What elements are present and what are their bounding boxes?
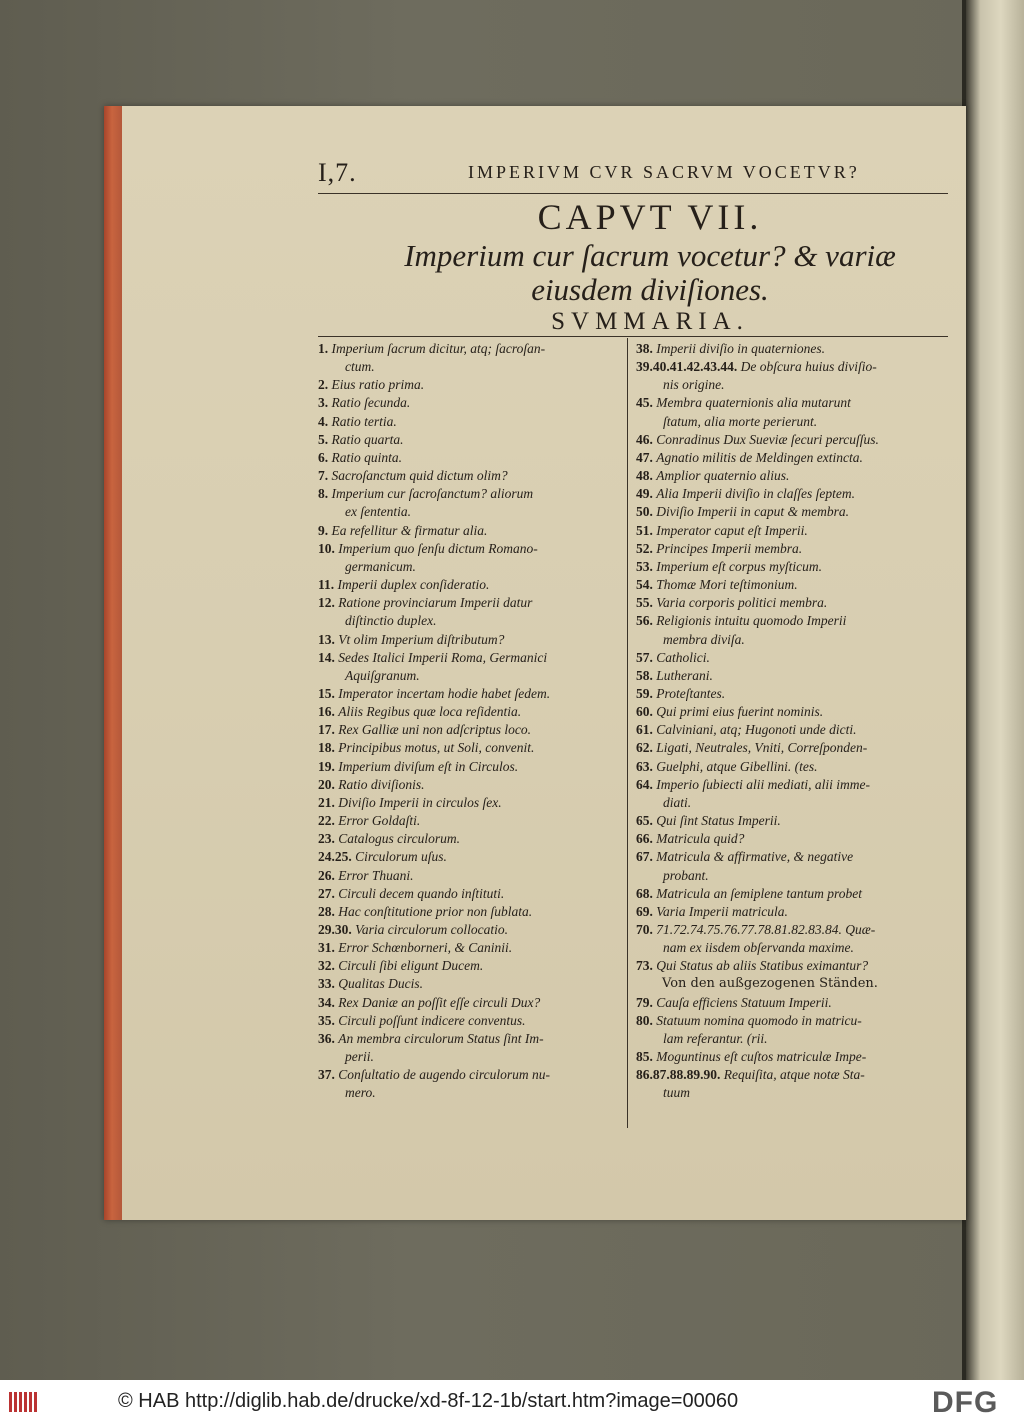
summary-entry — [318, 594, 624, 612]
entry-text: Calviniani, atq; Hugonoti unde dicti. — [656, 722, 857, 738]
summary-entry — [318, 1012, 624, 1030]
summary-entry — [636, 358, 950, 376]
entry-text: Circuli poſſunt indicere conventus. — [338, 1012, 526, 1028]
summary-entry — [636, 975, 950, 993]
entry-text: Lutherani. — [656, 667, 713, 683]
entry-text: Imperator caput eſt Imperii. — [656, 522, 808, 538]
entry-text: Matricula quid? — [656, 831, 745, 847]
summary-entry — [318, 903, 624, 921]
entry-number: 63. — [636, 758, 657, 774]
summary-entry — [318, 794, 624, 812]
summary-entry — [636, 394, 950, 412]
entry-text: Qualitas Ducis. — [338, 976, 424, 992]
summary-entry — [318, 758, 624, 776]
dfg-logo: DFG — [932, 1386, 999, 1419]
summary-entry — [636, 1030, 950, 1048]
summary-entry — [636, 703, 950, 721]
summary-entry — [318, 503, 624, 521]
entry-text: Religionis intuitu quomodo Imperii — [656, 613, 847, 629]
summary-entry — [636, 957, 950, 975]
entry-text: Conſultatio de augendo circulorum nu- — [338, 1067, 550, 1083]
summary-entry — [318, 885, 624, 903]
summary-entry — [636, 721, 950, 739]
entry-text: diati. — [636, 794, 692, 810]
entry-number: 26. — [318, 867, 339, 883]
entry-text: Imperii duplex conſideratio. — [337, 577, 490, 593]
entry-number: 69. — [636, 903, 657, 919]
summary-entry — [318, 631, 624, 649]
summary-entry — [636, 758, 950, 776]
entry-text: Imperium quo ſenſu dictum Romano- — [338, 540, 538, 556]
entry-text: Agnatio militis de Meldingen extincta. — [656, 449, 863, 465]
entry-text: Proteſtantes. — [656, 685, 726, 701]
entry-number: 66. — [636, 831, 657, 847]
summary-entry — [318, 431, 624, 449]
entry-number: 2. — [318, 377, 332, 393]
summary-entry — [636, 413, 950, 431]
summary-entry — [636, 1066, 950, 1084]
folio: I,7. — [318, 158, 357, 187]
summary-entry — [636, 558, 950, 576]
entry-number: 16. — [318, 704, 339, 720]
entry-text: probant. — [636, 867, 709, 883]
entry-text: Error Goldaſti. — [338, 813, 421, 829]
entry-number: 11. — [318, 577, 338, 593]
entry-number: 20. — [318, 776, 339, 792]
summary-entry — [636, 612, 950, 630]
summary-entry — [318, 522, 624, 540]
entry-text: Von den außgezogenen Ständen. — [636, 976, 878, 992]
entry-number: 64. — [636, 776, 657, 792]
entry-number: 48. — [636, 468, 657, 484]
entry-text: Imperium eſt corpus myſticum. — [656, 558, 822, 574]
summary-entry — [636, 522, 950, 540]
summary-entry — [318, 1048, 624, 1066]
entry-text: Qui primi eius fuerint nominis. — [656, 704, 824, 720]
entry-number: 51. — [636, 522, 657, 538]
entry-text: De obſcura huius diviſio- — [740, 359, 877, 375]
entry-number: 38. — [636, 341, 657, 356]
entry-text: Ea refellitur & firmatur alia. — [331, 522, 488, 538]
entry-number: 7. — [318, 468, 332, 484]
summary-entry — [318, 358, 624, 376]
summary-entry — [636, 485, 950, 503]
entry-number: 62. — [636, 740, 657, 756]
summary-entry — [636, 1012, 950, 1030]
entry-text: Rex Daniæ an poſſit eſſe circuli Dux? — [338, 994, 541, 1010]
column-divider — [627, 338, 628, 1128]
entry-text: Matricula an ſemiplene tantum probet — [656, 885, 862, 901]
library-logo-icon — [8, 1390, 40, 1414]
summary-entry — [318, 576, 624, 594]
entry-number: 10. — [318, 540, 339, 556]
entry-text: Imperium diviſum eſt in Circulos. — [338, 758, 519, 774]
entry-text: Error Thuani. — [338, 867, 414, 883]
summary-entry — [636, 340, 950, 358]
entry-number: 28. — [318, 903, 339, 919]
summary-entry — [636, 830, 950, 848]
entry-text: Vt olim Imperium diſtributum? — [338, 631, 505, 647]
entry-text: Sedes Italici Imperii Roma, Germanici — [338, 649, 548, 665]
entry-number: 67. — [636, 849, 657, 865]
header-rule — [318, 193, 948, 194]
entry-text: Ligati, Neutrales, Vniti, Correſponden- — [656, 740, 868, 756]
entry-number: 33. — [318, 976, 339, 992]
entry-text: Guelphi, atque Gibellini. (tes. — [656, 758, 818, 774]
summary-entry — [318, 812, 624, 830]
entry-number: 46. — [636, 431, 657, 447]
summary-entry — [636, 776, 950, 794]
entry-text: Varia Imperii matricula. — [656, 903, 788, 919]
summary-entry — [318, 376, 624, 394]
entry-text: ex ſententia. — [318, 504, 411, 520]
entry-text: Diviſio Imperii in circulos ſex. — [338, 794, 502, 810]
entry-text: Ratio ſecunda. — [331, 395, 411, 411]
summary-entry — [636, 867, 950, 885]
summary-entry — [318, 540, 624, 558]
entry-number: 36. — [318, 1030, 339, 1046]
page-red-edge — [104, 106, 122, 1220]
footer-bar — [0, 1380, 1024, 1424]
entry-text: membra diviſa. — [636, 631, 745, 647]
running-head — [318, 158, 948, 192]
summary-entry — [318, 830, 624, 848]
summary-entry — [318, 848, 624, 866]
summary-entry — [318, 467, 624, 485]
summary-entry — [636, 685, 950, 703]
entry-text: Qui Status ab aliis Statibus eximantur? — [656, 958, 869, 974]
entry-text: Rex Galliæ uni non adſcriptus loco. — [338, 722, 531, 738]
entry-text: ſtatum, alia morte perierunt. — [636, 413, 818, 429]
entry-number: 21. — [318, 794, 339, 810]
entry-number: 56. — [636, 613, 657, 629]
entry-number: 6. — [318, 449, 332, 465]
summary-entry — [636, 540, 950, 558]
entry-text: Moguntinus eſt cuſtos matriculæ Impe- — [656, 1049, 867, 1065]
entry-text: Membra quaternionis alia mutarunt — [656, 395, 851, 411]
summaria-heading: SVMMARIA. — [551, 308, 749, 335]
entry-text: perii. — [318, 1049, 374, 1065]
entry-number: 54. — [636, 577, 657, 593]
entry-number: 55. — [636, 595, 657, 611]
entry-text: ctum. — [318, 359, 375, 375]
entry-number: 86.87.88.89.90. — [636, 1067, 724, 1083]
entry-number: 45. — [636, 395, 657, 411]
entry-text: Imperium cur ſacroſanctum? aliorum — [331, 486, 534, 502]
entry-text: Principibus motus, ut Soli, convenit. — [338, 740, 535, 756]
summary-entry — [318, 449, 624, 467]
summary-entry — [636, 994, 950, 1012]
entry-text: Varia circulorum collocatio. — [355, 922, 508, 937]
entry-number: 32. — [318, 958, 339, 974]
summary-entry — [636, 812, 950, 830]
entry-text: Circuli ſibi eligunt Ducem. — [338, 958, 484, 974]
summary-entry — [318, 413, 624, 431]
entry-text: Varia corporis politici membra. — [656, 595, 828, 611]
summary-entry — [318, 776, 624, 794]
summary-entry — [318, 1030, 624, 1048]
entry-text: Ratio diviſionis. — [338, 776, 425, 792]
summary-entry — [318, 485, 624, 503]
summary-entry — [318, 667, 624, 685]
summary-entry — [636, 376, 950, 394]
entry-number: 52. — [636, 540, 657, 556]
summary-entry — [318, 1066, 624, 1084]
entry-text: Ratio quarta. — [331, 431, 404, 447]
entry-number: 80. — [636, 1012, 657, 1028]
summary-entry — [318, 957, 624, 975]
entry-number: 15. — [318, 685, 339, 701]
summary-column-left — [318, 340, 624, 1103]
entry-number: 23. — [318, 831, 339, 847]
copyright-link[interactable]: © HAB http://diglib.hab.de/drucke/xd-8f-12-1b/start.htm?image=00060 — [118, 1390, 739, 1412]
summary-entry — [636, 503, 950, 521]
entry-number: 47. — [636, 449, 657, 465]
summary-entry — [636, 739, 950, 757]
summary-entry — [636, 1084, 950, 1102]
entry-number: 53. — [636, 558, 657, 574]
summary-column-right — [636, 340, 950, 1103]
summary-entry — [636, 939, 950, 957]
summary-entry — [318, 340, 624, 358]
summary-entry — [636, 631, 950, 649]
entry-text: nam ex iisdem obſervanda maxime. — [636, 940, 854, 956]
entry-text: Circuli decem quando inſtituti. — [338, 885, 505, 901]
entry-number: 58. — [636, 667, 657, 683]
summary-entry — [318, 721, 624, 739]
entry-text: Sacroſanctum quid dictum olim? — [331, 468, 508, 484]
entry-text: germanicum. — [318, 558, 416, 574]
entry-number: 34. — [318, 994, 339, 1010]
entry-text: Diviſio Imperii in caput & membra. — [656, 504, 849, 520]
summary-entry — [318, 649, 624, 667]
entry-number: 79. — [636, 994, 657, 1010]
entry-number: 13. — [318, 631, 339, 647]
entry-text: Hac conſtitutione prior non ſublata. — [338, 903, 533, 919]
entry-text: Ratio quinta. — [331, 449, 402, 465]
entry-text: lam referantur. (rii. — [636, 1030, 768, 1046]
entry-number: 1. — [318, 341, 332, 356]
summary-entry — [318, 703, 624, 721]
entry-number: 37. — [318, 1067, 339, 1083]
entry-text: Error Schœnborneri, & Caninii. — [338, 940, 513, 956]
entry-number: 9. — [318, 522, 332, 538]
entry-number: 39.40.41.42.43.44. — [636, 359, 741, 375]
summary-entry — [636, 921, 950, 939]
entry-text: Conradinus Dux Sueviæ ſecuri percuſſus. — [656, 431, 879, 447]
entry-number: 18. — [318, 740, 339, 756]
summary-entry — [318, 867, 624, 885]
entry-text: Cauſa efficiens Statuum Imperii. — [656, 994, 832, 1010]
summary-entry — [318, 394, 624, 412]
entry-text: Aliis Regibus quæ loca reſidentia. — [338, 704, 522, 720]
entry-text: nis origine. — [636, 377, 725, 393]
entry-number: 29.30. — [318, 922, 356, 937]
summary-entry — [318, 612, 624, 630]
summary-entry — [318, 739, 624, 757]
entry-text: Statuum nomina quomodo in matricu- — [656, 1012, 862, 1028]
entry-text: 71.72.74.75.76.77.78.81.82.83.84. Quæ- — [656, 922, 876, 937]
summary-entry — [636, 649, 950, 667]
chapter-subtitle-line2: eiusdem diviſiones. — [531, 272, 769, 307]
entry-text: diſtinctio duplex. — [318, 613, 437, 629]
summary-entry — [318, 1084, 624, 1102]
entry-text: Thomæ Mori teſtimonium. — [656, 577, 798, 593]
summary-entry — [318, 685, 624, 703]
summary-entry — [318, 939, 624, 957]
entry-text: Eius ratio prima. — [331, 377, 425, 393]
entry-number: 70. — [636, 922, 657, 937]
entry-text: Imperii diviſio in quaterniones. — [656, 341, 825, 356]
summary-entry — [636, 667, 950, 685]
entry-text: Aquiſgranum. — [318, 667, 420, 683]
entry-text: Alia Imperii diviſio in claſſes ſeptem. — [656, 486, 855, 502]
entry-text: mero. — [318, 1085, 376, 1101]
entry-text: Ratio tertia. — [331, 413, 397, 429]
entry-number: 8. — [318, 486, 332, 502]
entry-text: Ratione provinciarum Imperii datur — [338, 595, 533, 611]
entry-text: Qui ſint Status Imperii. — [656, 813, 781, 829]
entry-text: Matricula & affirmative, & negative — [656, 849, 854, 865]
entry-text: An membra circulorum Status ſint Im- — [338, 1030, 544, 1046]
summaria-rule — [318, 336, 948, 337]
entry-text: Catholici. — [656, 649, 710, 665]
entry-text: Imperator incertam hodie habet ſedem. — [338, 685, 551, 701]
entry-number: 61. — [636, 722, 657, 738]
entry-text: Circulorum uſus. — [355, 849, 447, 865]
entry-number: 4. — [318, 413, 332, 429]
summary-entry — [636, 431, 950, 449]
entry-number: 85. — [636, 1049, 657, 1065]
entry-number: 49. — [636, 486, 657, 502]
chapter-subtitle-line1: Imperium cur ſacrum vocetur? & variæ — [404, 238, 896, 273]
entry-number: 57. — [636, 649, 657, 665]
entry-number: 65. — [636, 813, 657, 829]
summary-entry — [636, 576, 950, 594]
summary-entry — [318, 558, 624, 576]
entry-number: 5. — [318, 431, 332, 447]
summary-entry — [636, 449, 950, 467]
chapter-heading: CAPVT VII. — [537, 197, 763, 237]
entry-number: 17. — [318, 722, 339, 738]
entry-number: 3. — [318, 395, 332, 411]
entry-number: 73. — [636, 958, 657, 974]
entry-number: 68. — [636, 885, 657, 901]
running-title: IMPERIVM CVR SACRVM VOCETVR? — [468, 162, 860, 182]
summary-entry — [636, 1048, 950, 1066]
summary-entry — [636, 594, 950, 612]
entry-number: 60. — [636, 704, 657, 720]
entry-text: Amplior quaternio alius. — [656, 468, 790, 484]
summary-entry — [318, 994, 624, 1012]
entry-number: 19. — [318, 758, 339, 774]
summary-entry — [636, 794, 950, 812]
entry-number: 31. — [318, 940, 339, 956]
entry-text: Principes Imperii membra. — [656, 540, 803, 556]
entry-number: 22. — [318, 813, 339, 829]
facing-page-edge — [966, 0, 1024, 1380]
summary-entry — [636, 467, 950, 485]
entry-text: Imperio ſubiecti alii mediati, alii imme- — [656, 776, 870, 792]
summary-entry — [636, 848, 950, 866]
entry-text: Catalogus circulorum. — [338, 831, 461, 847]
summary-entry — [318, 921, 624, 939]
entry-text: Requiſita, atque notæ Sta- — [723, 1067, 865, 1083]
entry-number: 24.25. — [318, 849, 356, 865]
entry-text: tuum — [636, 1085, 690, 1101]
summary-entry — [318, 975, 624, 993]
entry-number: 27. — [318, 885, 339, 901]
entry-text: Imperium ſacrum dicitur, atq; ſacroſan- — [331, 341, 546, 356]
entry-number: 14. — [318, 649, 339, 665]
entry-number: 59. — [636, 685, 657, 701]
entry-number: 12. — [318, 595, 339, 611]
entry-number: 50. — [636, 504, 657, 520]
entry-number: 35. — [318, 1012, 339, 1028]
summary-entry — [636, 903, 950, 921]
summary-entry — [636, 885, 950, 903]
